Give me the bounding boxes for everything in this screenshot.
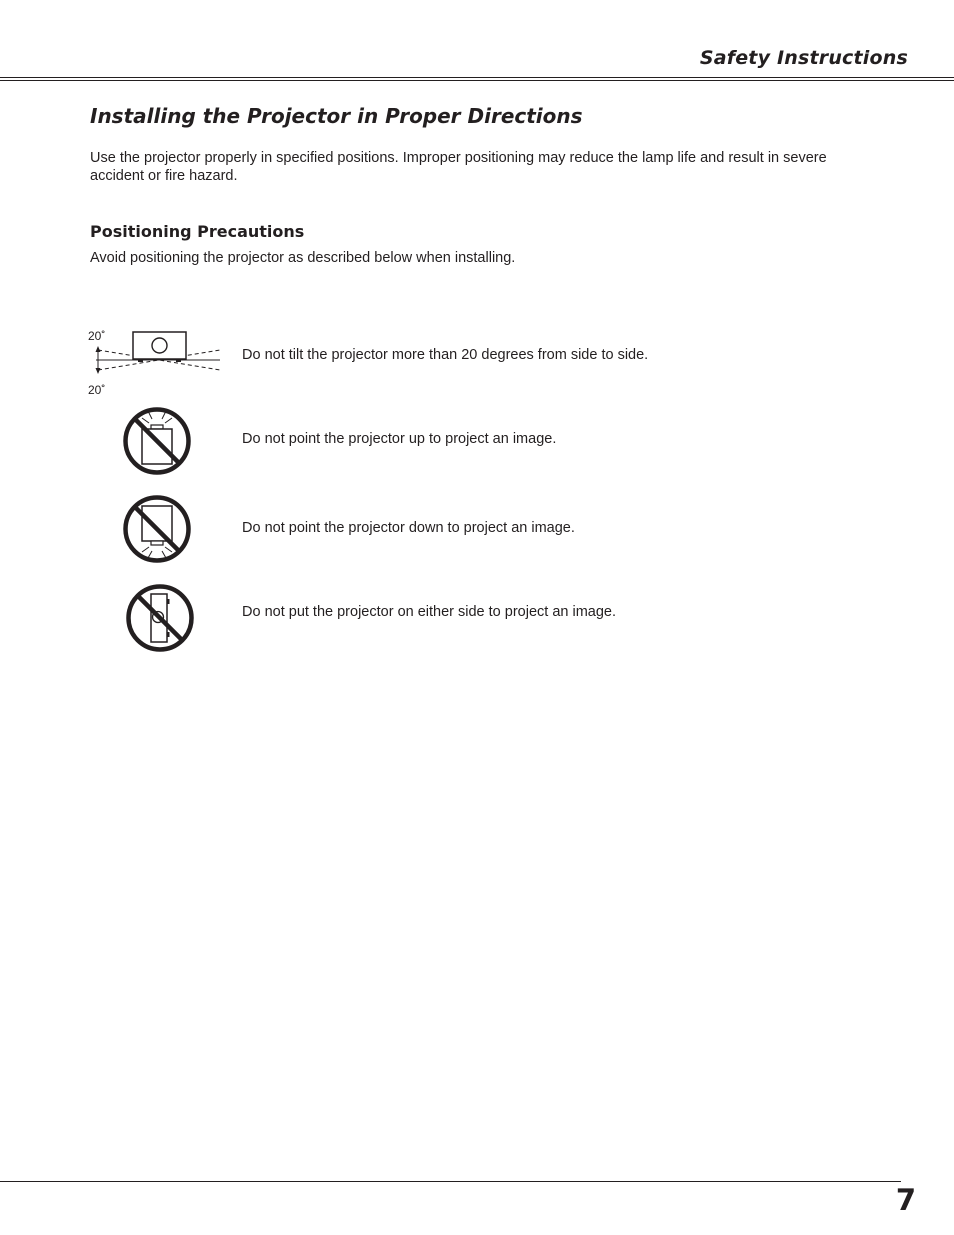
precaution-text-up: Do not point the projector up to project an image. (242, 431, 557, 447)
precaution-text-side: Do not put the projector on either side to project an image. (242, 604, 616, 620)
header-rule (0, 77, 954, 78)
section-title: Installing the Projector in Proper Directions (90, 104, 583, 128)
running-header-title: Safety Instructions (699, 47, 908, 69)
footer-rule (0, 1181, 901, 1182)
precaution-text-down: Do not point the projector down to project an image. (242, 520, 575, 536)
precaution-text-tilt: Do not tilt the projector more than 20 degrees from side to side. (242, 347, 649, 363)
no-point-down-icon (122, 494, 192, 564)
precautions-intro: Avoid positioning the projector as described below when installing. (90, 250, 516, 266)
tilt-limit-diagram-icon (86, 326, 226, 398)
section-intro: Use the projector properly in specified positions. Improper positioning may reduce the lamp life and result in severe accident or fire hazard. (90, 150, 827, 184)
tilt-angle-top: 20˚ (88, 329, 106, 343)
page-number: 7 (895, 1183, 916, 1217)
header-rule-secondary (0, 80, 954, 81)
no-point-up-icon (122, 406, 192, 476)
no-side-placement-icon (125, 583, 195, 653)
tilt-angle-bottom: 20˚ (88, 383, 106, 397)
precautions-heading: Positioning Precautions (90, 222, 305, 241)
